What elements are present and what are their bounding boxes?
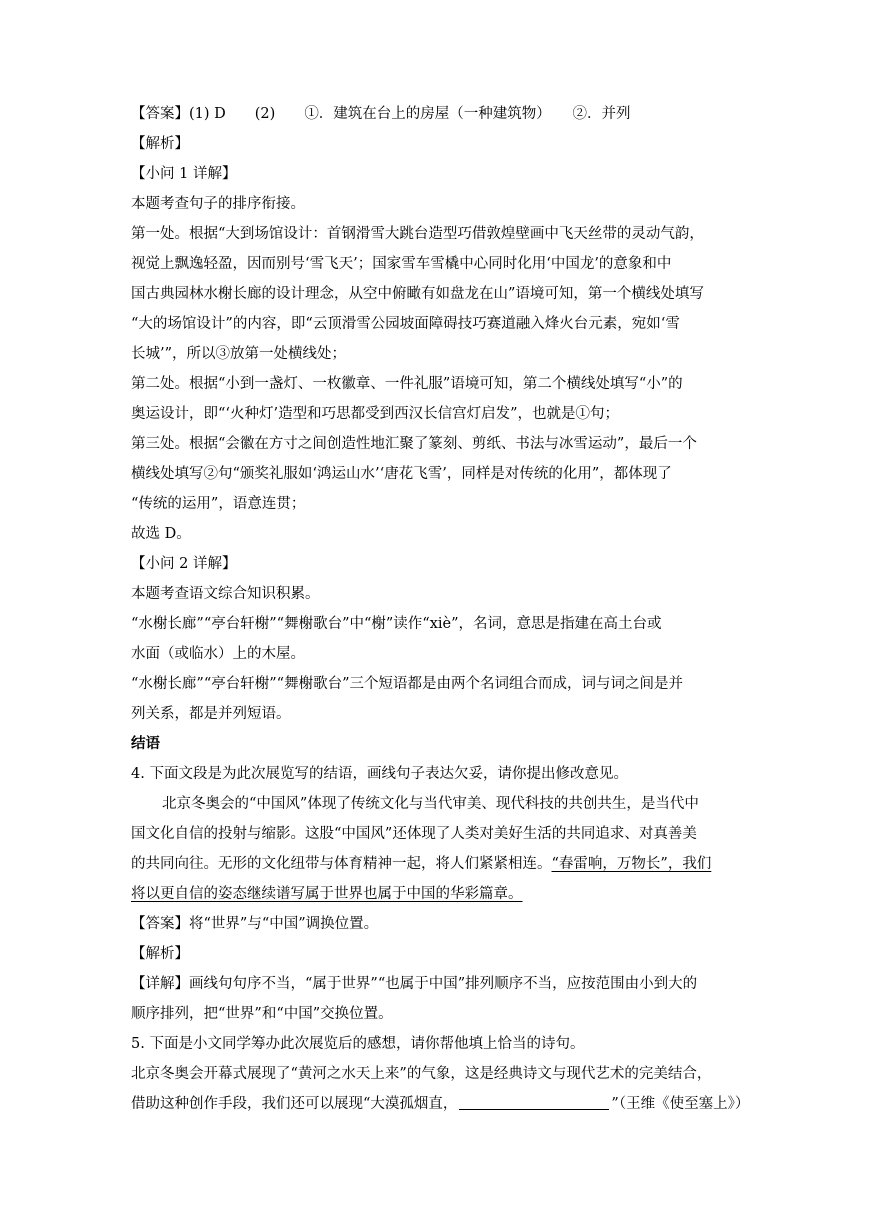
paragraph-line: 列关系，都是并列短语。 <box>131 706 291 722</box>
passage-line <box>131 884 523 904</box>
section-heading: 结语 <box>131 736 160 752</box>
subq1-heading: 【小问 1 详解】 <box>131 166 237 182</box>
detail-line: 【详解】画线句句序不当，“属于世界”“也属于中国”排列顺序不当，应按范围由小到大的 <box>131 976 698 992</box>
paragraph-line: “传统的运用”，语意连贯； <box>131 496 306 512</box>
passage-line <box>131 1094 749 1114</box>
paragraph-line: 第二处。根据“小到一盏灯、一枚徽章、一件礼服”语境可知，第二个横线处填写“小”的 <box>131 376 683 392</box>
paragraph-line: “水榭长廊”“亭台轩榭”“舞榭歌台”三个短语都是由两个名词组合而成，词与词之间是并 <box>131 676 683 692</box>
paragraph-line: 横线处填写②句“颁奖礼服如‘鸿运山水’‘唐花飞雪’，同样是对传统的化用”，都体现了 <box>131 466 672 482</box>
analysis-heading: 【解析】 <box>131 136 189 152</box>
question-4: 4. 下面文段是为此次展览写的结语，画线句子表达欠妥，请你提出修改意见。 <box>131 766 628 782</box>
paragraph-line: 奥运设计，即“‘火种灯’造型和巧思都受到西汉长信宫灯启发”，也就是①句； <box>131 406 620 422</box>
passage-line: 北京冬奥会的“中国风”体现了传统文化与当代审美、现代科技的共创共生，是当代中 <box>162 796 699 812</box>
paragraph-line: 长城’”，所以③放第一处横线处； <box>131 346 347 362</box>
paragraph-line: 国古典园林水榭长廊的设计理念，从空中俯瞰有如盘龙在山”语境可知，第一个横线处填写 <box>131 286 704 302</box>
passage-text: 借助这种创作手段，我们还可以展现“大漠孤烟直， <box>131 1096 458 1112</box>
paragraph-line: 本题考查句子的排序衔接。 <box>131 196 305 212</box>
passage-text: 的共同向往。无形的文化纽带与体育精神一起，将人们紧紧相连。 <box>131 856 552 872</box>
paragraph-line: 故选 D。 <box>131 526 191 542</box>
underlined-sentence: “春雷响，万物长”，我们 <box>551 856 712 872</box>
question-5: 5. 下面是小文同学筹办此次展览后的感想，请你帮他填上恰当的诗句。 <box>131 1036 585 1052</box>
answer-line-4: 【答案】将“世界”与“中国”调换位置。 <box>131 916 379 932</box>
passage-text: ”（王维《使至塞上》） <box>611 1096 750 1112</box>
passage-line: 北京冬奥会开幕式展现了“黄河之水天上来”的气象，这是经典诗文与现代艺术的完美结合， <box>131 1066 712 1082</box>
paragraph-line: 第三处。根据“会徽在方寸之间创造性地汇聚了篆刻、剪纸、书法与冰雪运动”，最后一个 <box>131 436 697 452</box>
analysis-heading: 【解析】 <box>131 946 189 962</box>
answer-line-3: 【答案】(1) D (2) ①．建筑在台上的房屋（一种建筑物） ②．并列 <box>131 106 631 122</box>
paragraph-line: 本题考查语文综合知识积累。 <box>131 586 320 602</box>
paragraph-line: “水榭长廊”“亭台轩榭”“舞榭歌台”中“榭”读作“xiè”，名词，意思是指建在高土台或 <box>131 616 662 632</box>
paragraph-line: 视觉上飘逸轻盈，因而别号‘雪飞天’；国家雪车雪橇中心同时化用‘中国龙’的意象和中 <box>131 256 672 272</box>
subq2-heading: 【小问 2 详解】 <box>131 556 237 572</box>
paragraph-line: “大的场馆设计”的内容，即“云顶滑雪公园坡面障碍技巧赛道融入烽火台元素，宛如‘雪 <box>131 316 680 332</box>
detail-line: 顺序排列，把“世界”和“中国”交换位置。 <box>131 1006 393 1022</box>
passage-line: 国文化自信的投射与缩影。这股“中国风”还体现了人类对美好生活的共同追求、对真善美 <box>131 826 697 842</box>
paragraph-line: 水面（或临水）上的木屋。 <box>131 646 305 662</box>
underlined-sentence: 将以更自信的姿态继续谱写属于世界也属于中国的华彩篇章。 <box>131 886 523 902</box>
fill-in-blank[interactable] <box>459 1095 609 1110</box>
passage-line <box>131 854 711 874</box>
paragraph-line: 第一处。根据“大到场馆设计：首钢滑雪大跳台造型巧借敦煌壁画中飞天丝带的灵动气韵， <box>131 226 704 242</box>
